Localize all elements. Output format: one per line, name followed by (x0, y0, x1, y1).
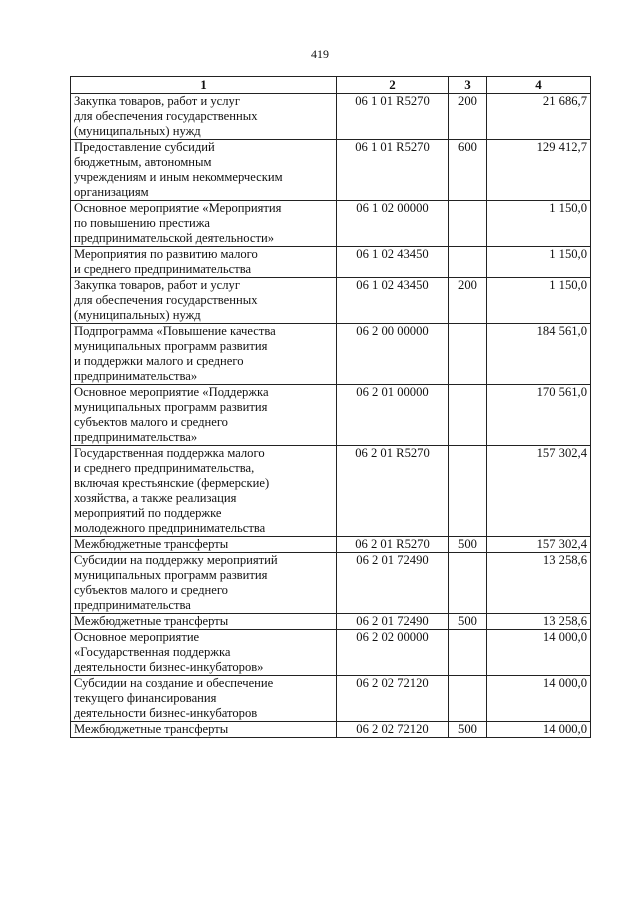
row-name-cell: Основное мероприятие «Государственная поддержка деятельности бизнес-инкубаторов» (71, 630, 337, 676)
header-col-2: 2 (337, 77, 449, 94)
table-row (71, 614, 591, 630)
row-name-cell: Предоставление субсидий бюджетным, автономным учреждениям и иным некоммерческим организациям (71, 140, 337, 201)
budget-table (70, 76, 591, 738)
row-amount-cell: 14 000,0 (487, 722, 591, 738)
table-row (71, 201, 591, 247)
row-code-cell: 06 1 02 43450 (337, 247, 449, 278)
row-name-cell: Основное мероприятие «Поддержка муниципальных программ развития субъектов малого и среднего предпринимательства» (71, 385, 337, 446)
header-col-1: 1 (71, 77, 337, 94)
row-type-cell: 200 (449, 94, 487, 140)
row-type-cell: 500 (449, 614, 487, 630)
row-type-cell (449, 324, 487, 385)
row-code-cell: 06 2 01 R5270 (337, 446, 449, 537)
row-type-cell (449, 446, 487, 537)
row-type-cell: 500 (449, 537, 487, 553)
row-name-cell: Межбюджетные трансферты (71, 722, 337, 738)
row-name-cell: Межбюджетные трансферты (71, 537, 337, 553)
table-row (71, 446, 591, 537)
table-row (71, 324, 591, 385)
row-code-cell: 06 2 01 R5270 (337, 537, 449, 553)
row-code-cell: 06 2 01 00000 (337, 385, 449, 446)
row-type-cell (449, 553, 487, 614)
row-amount-cell: 170 561,0 (487, 385, 591, 446)
row-type-cell: 500 (449, 722, 487, 738)
table-row (71, 537, 591, 553)
row-name-cell: Закупка товаров, работ и услуг для обеспечения государственных (муниципальных) нужд (71, 278, 337, 324)
row-name-cell: Субсидии на создание и обеспечение текущего финансирования деятельности бизнес-инкубаторов (71, 676, 337, 722)
row-type-cell (449, 385, 487, 446)
table-row (71, 140, 591, 201)
row-name-cell: Государственная поддержка малого и среднего предпринимательства, включая крестьянские (фермерские) хозяйства, а также реализация мероприятий по поддержке молодежного предпринимательства (71, 446, 337, 537)
table-row (71, 553, 591, 614)
row-amount-cell: 21 686,7 (487, 94, 591, 140)
row-amount-cell: 157 302,4 (487, 446, 591, 537)
table-row (71, 278, 591, 324)
row-name-cell: Основное мероприятие «Мероприятия по повышению престижа предпринимательской деятельности» (71, 201, 337, 247)
row-amount-cell: 14 000,0 (487, 630, 591, 676)
row-amount-cell: 13 258,6 (487, 614, 591, 630)
row-amount-cell: 1 150,0 (487, 278, 591, 324)
row-amount-cell: 157 302,4 (487, 537, 591, 553)
row-amount-cell: 1 150,0 (487, 247, 591, 278)
page-number: 419 (311, 47, 329, 61)
table-row (71, 247, 591, 278)
row-code-cell: 06 1 01 R5270 (337, 140, 449, 201)
row-amount-cell: 1 150,0 (487, 201, 591, 247)
row-type-cell (449, 676, 487, 722)
row-code-cell: 06 2 02 00000 (337, 630, 449, 676)
row-amount-cell: 13 258,6 (487, 553, 591, 614)
row-type-cell (449, 630, 487, 676)
row-name-cell: Мероприятия по развитию малого и среднего предпринимательства (71, 247, 337, 278)
row-code-cell: 06 1 01 R5270 (337, 94, 449, 140)
table-row (71, 722, 591, 738)
row-code-cell: 06 1 02 43450 (337, 278, 449, 324)
row-code-cell: 06 2 01 72490 (337, 614, 449, 630)
row-amount-cell: 129 412,7 (487, 140, 591, 201)
row-type-cell (449, 201, 487, 247)
header-col-4: 4 (487, 77, 591, 94)
row-code-cell: 06 1 02 00000 (337, 201, 449, 247)
row-name-cell: Закупка товаров, работ и услуг для обеспечения государственных (муниципальных) нужд (71, 94, 337, 140)
table-row (71, 94, 591, 140)
table-row (71, 630, 591, 676)
row-code-cell: 06 2 02 72120 (337, 722, 449, 738)
row-name-cell: Подпрограмма «Повышение качества муниципальных программ развития и поддержки малого и среднего предпринимательства» (71, 324, 337, 385)
row-type-cell: 200 (449, 278, 487, 324)
row-type-cell (449, 247, 487, 278)
row-code-cell: 06 2 01 72490 (337, 553, 449, 614)
header-col-3: 3 (449, 77, 487, 94)
row-amount-cell: 184 561,0 (487, 324, 591, 385)
row-code-cell: 06 2 00 00000 (337, 324, 449, 385)
table-header-row (71, 77, 591, 94)
row-type-cell: 600 (449, 140, 487, 201)
table-body (71, 94, 591, 738)
row-name-cell: Межбюджетные трансферты (71, 614, 337, 630)
row-name-cell: Субсидии на поддержку мероприятий муниципальных программ развития субъектов малого и среднего предпринимательства (71, 553, 337, 614)
row-amount-cell: 14 000,0 (487, 676, 591, 722)
table-row (71, 676, 591, 722)
table-row (71, 385, 591, 446)
row-code-cell: 06 2 02 72120 (337, 676, 449, 722)
